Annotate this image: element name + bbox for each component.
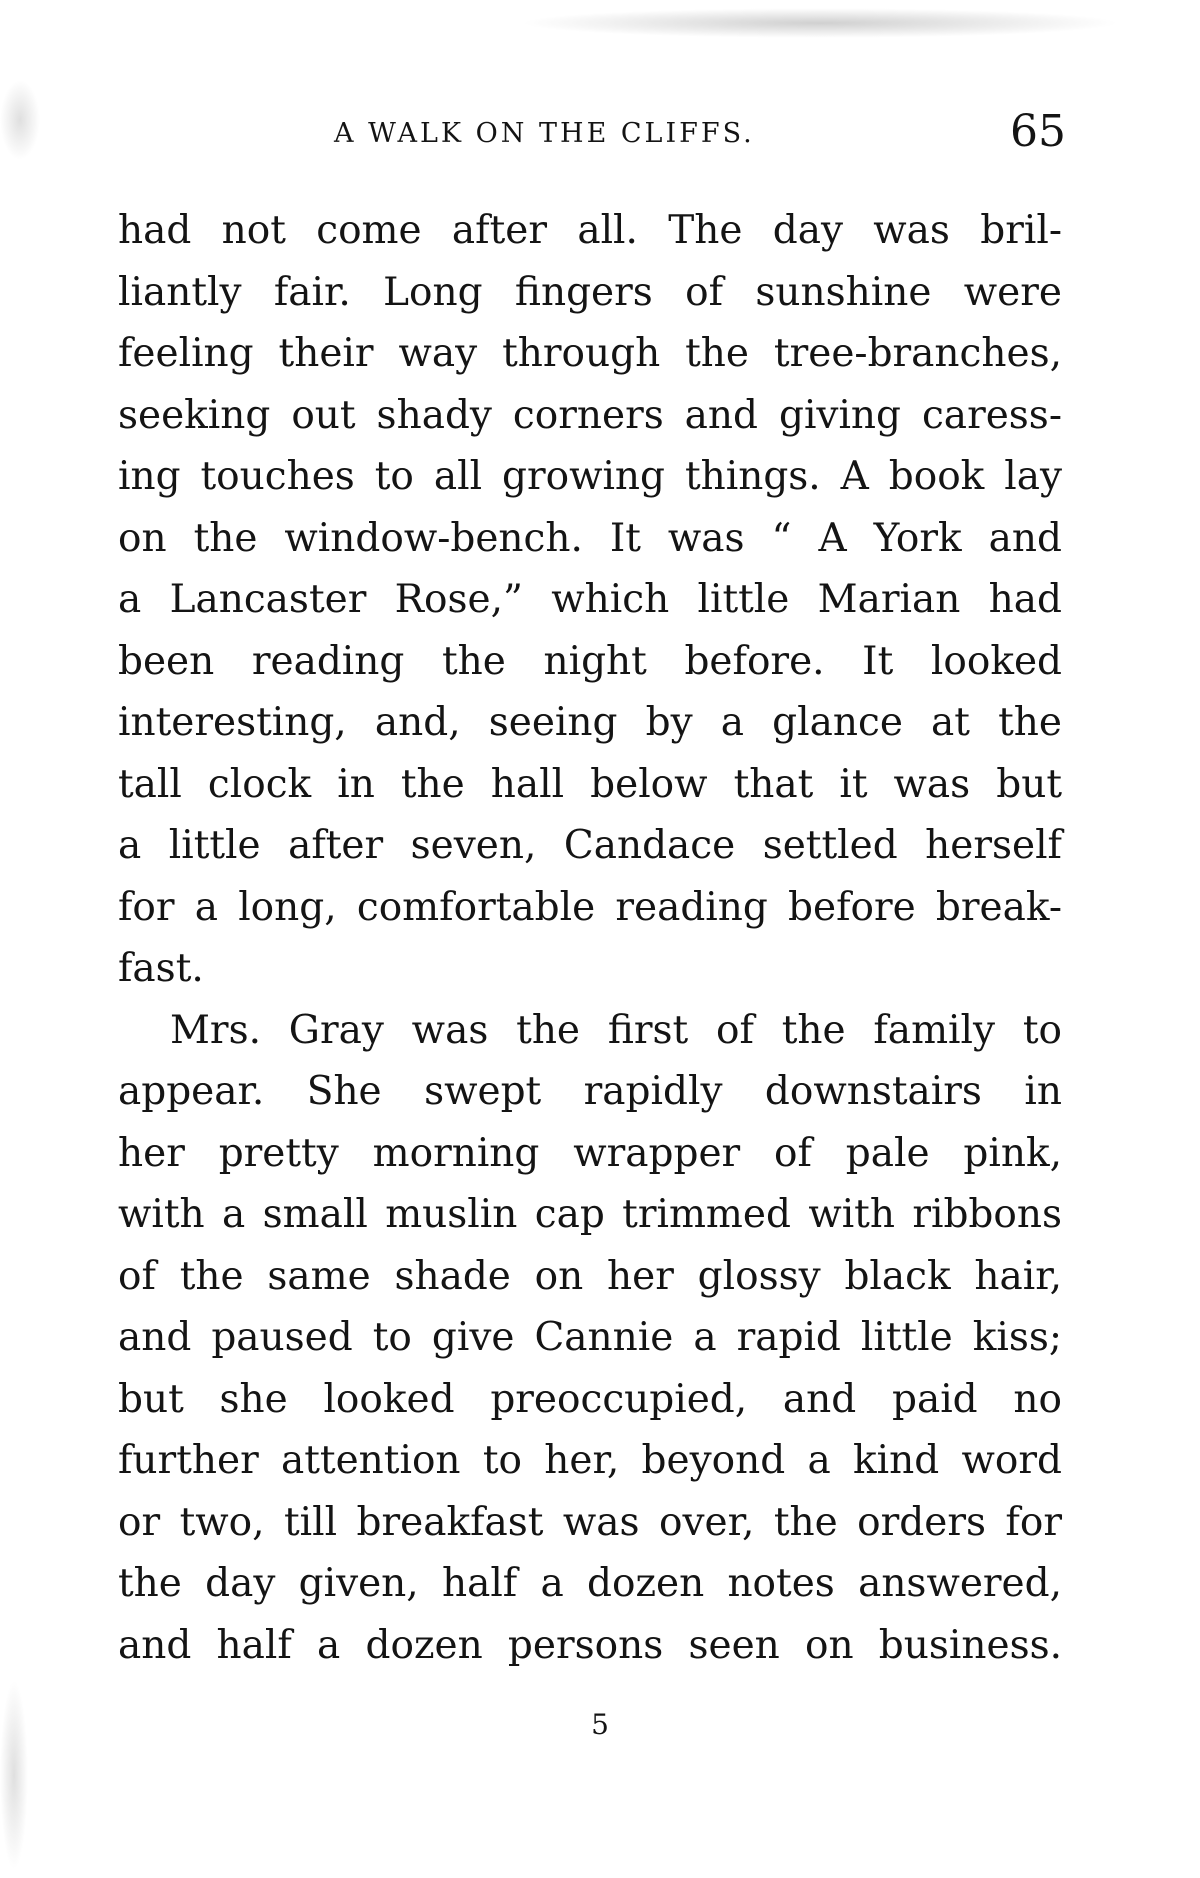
text-line: liantly fair. Long fingers of sunshine were (118, 269, 1062, 315)
running-head: A WALK ON THE CLIFFS. (334, 118, 755, 149)
text-line: ing touches to all growing things. A book lay (118, 454, 1062, 499)
signature-mark: 5 (591, 1708, 609, 1741)
text-line: further attention to her, beyond a kind word (118, 1438, 1062, 1483)
text-line: the day given, half a dozen notes answered, (118, 1561, 1062, 1606)
text-line: and half a dozen persons seen on business. (118, 1622, 1062, 1668)
text-line: a little after seven, Candace settled herself (118, 823, 1062, 868)
text-line: interesting, and, seeing by a glance at the (118, 700, 1062, 745)
text-line: Mrs. Gray was the first of the family to (170, 1007, 1062, 1053)
text-line: seeking out shady corners and giving caress- (118, 392, 1062, 438)
page-number: 65 (1010, 106, 1066, 157)
paragraph (118, 1000, 1062, 1677)
body-text (118, 200, 1062, 1676)
text-line: appear. She swept rapidly downstairs in (118, 1069, 1062, 1114)
text-line: fast. (118, 946, 204, 991)
text-line: but she looked preoccupied, and paid no (118, 1376, 1062, 1422)
page-header (120, 106, 1066, 166)
scan-noise (0, 80, 40, 160)
text-line: and paused to give Cannie a rapid little kiss; (118, 1315, 1062, 1360)
text-line: feeling their way through the tree-branches, (118, 331, 1062, 376)
text-line: or two, till breakfast was over, the orders for (118, 1499, 1062, 1545)
paragraph (118, 200, 1062, 1000)
text-line: with a small muslin cap trimmed with ribbons (118, 1192, 1062, 1237)
text-line: been reading the night before. It looked (118, 638, 1062, 684)
text-line: on the window-bench. It was “ A York and (118, 515, 1062, 561)
text-line: had not come after all. The day was bril- (118, 208, 1062, 253)
text-line: for a long, comfortable reading before break- (118, 884, 1062, 930)
text-line: of the same shade on her glossy black hair, (118, 1253, 1062, 1299)
text-line: a Lancaster Rose,” which little Marian had (118, 577, 1062, 622)
scan-noise (520, 8, 1120, 38)
text-line: tall clock in the hall below that it was but (118, 761, 1062, 807)
text-line: her pretty morning wrapper of pale pink, (118, 1130, 1062, 1176)
